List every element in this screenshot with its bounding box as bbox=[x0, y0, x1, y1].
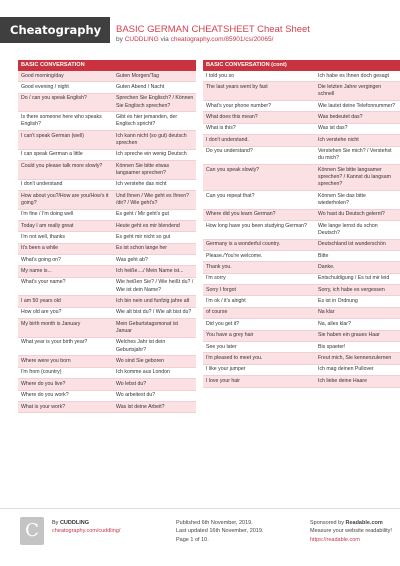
sheet-url-link[interactable]: cheatography.com/85901/cs/20065/ bbox=[170, 36, 274, 43]
german-phrase: Entschuldigung / Es tut mir leid bbox=[318, 275, 390, 282]
english-phrase: Can you speak slowly? bbox=[206, 166, 260, 173]
english-phrase: Please./You're welcome. bbox=[206, 252, 263, 259]
phrase-row bbox=[203, 308, 400, 319]
phrase-row bbox=[203, 124, 400, 135]
german-phrase: Und Ihnen / Wie geht es Ihnen? /dir? / Wie geht's? bbox=[116, 192, 189, 206]
german-phrase: Bitte bbox=[318, 252, 329, 259]
phrase-row bbox=[18, 379, 196, 390]
german-phrase: Wo lebst du? bbox=[116, 380, 147, 387]
english-phrase: I don't understand. bbox=[206, 136, 249, 143]
english-phrase: Good morning/day bbox=[21, 72, 64, 79]
english-phrase: Can you repeat that? bbox=[206, 192, 255, 199]
phrase-row bbox=[203, 191, 400, 210]
german-phrase: Die letzten Jahre vergingen schnell bbox=[318, 83, 382, 98]
german-phrase: Welches Jahr ist dein Geburtsjahr? bbox=[116, 339, 166, 353]
phrase-row bbox=[203, 101, 400, 112]
english-phrase: It's been a while bbox=[21, 245, 59, 252]
phrase-row bbox=[18, 131, 196, 150]
phrase-row bbox=[203, 147, 400, 166]
english-phrase: What does this mean? bbox=[206, 113, 258, 120]
english-phrase: What's your phone number? bbox=[206, 102, 272, 109]
english-phrase: Did you get it? bbox=[206, 320, 240, 327]
phrase-row bbox=[18, 296, 196, 307]
german-phrase: Danke. bbox=[318, 263, 335, 270]
phrase-row bbox=[18, 232, 196, 243]
sponsor-link[interactable]: https://readable.com bbox=[310, 536, 360, 543]
english-phrase: I can't speak German (well) bbox=[21, 132, 84, 139]
german-phrase: Wie lautet deine Telefonnummer? bbox=[318, 102, 396, 109]
phrase-row bbox=[18, 278, 196, 297]
phrase-row bbox=[18, 356, 196, 367]
phrase-row bbox=[18, 319, 196, 338]
english-phrase: How about you?/How are you/How's it going? bbox=[21, 192, 109, 206]
phrase-row bbox=[18, 94, 196, 113]
page-footer bbox=[0, 508, 400, 548]
english-phrase: Do you understand? bbox=[206, 148, 253, 155]
footer-author-name[interactable]: CUDDLING bbox=[59, 520, 89, 526]
page-title: BASIC GERMAN CHEATSHEET Cheat Sheet bbox=[116, 24, 310, 35]
phrase-row bbox=[18, 191, 196, 210]
german-phrase: Heute geht es mir blendend bbox=[116, 222, 180, 229]
english-phrase: Sorry I forgot bbox=[206, 286, 236, 293]
english-phrase: I'm ok / it's alright bbox=[206, 298, 246, 305]
phrase-row bbox=[18, 210, 196, 221]
phrase-row bbox=[18, 402, 196, 413]
german-phrase: Können Sie bitte langsamer sprechen? / Kannst du langsam sprechen? bbox=[318, 166, 391, 188]
phrase-row bbox=[18, 255, 196, 266]
footer-publish-info bbox=[176, 519, 263, 544]
phrase-row bbox=[18, 112, 196, 131]
german-phrase: Es ist schon lange her bbox=[116, 245, 168, 252]
english-phrase: I like your jumper bbox=[206, 366, 246, 373]
english-phrase: Where do you live? bbox=[21, 380, 66, 387]
german-phrase: Gibt es hier jemanden, der Englisch spricht? bbox=[116, 113, 178, 128]
english-phrase: I can speak German a little bbox=[21, 151, 83, 158]
phrase-row bbox=[18, 82, 196, 93]
published-date: Published 6th November, 2019. bbox=[176, 520, 253, 526]
english-phrase: My name is... bbox=[21, 268, 52, 275]
german-phrase: Freut mich, Sie kennenzulernen bbox=[318, 355, 392, 362]
german-phrase: Verstehen Sie mich? / Verstehst du mich? bbox=[318, 148, 392, 162]
phrase-row bbox=[18, 338, 196, 357]
sponsor-tagline: Measure your website readability! bbox=[310, 528, 392, 535]
updated-date: Last updated 16th November, 2019. bbox=[176, 528, 264, 535]
footer-by-prefix: By bbox=[52, 520, 59, 526]
english-phrase: I don't understand bbox=[21, 181, 63, 188]
english-phrase: How long have you been studying German? bbox=[206, 222, 307, 229]
german-phrase: Na, alles klar? bbox=[318, 320, 351, 327]
phrase-row bbox=[18, 71, 196, 82]
english-phrase: I'm sorry bbox=[206, 275, 226, 282]
english-phrase: I'm pleased to meet you. bbox=[206, 355, 263, 362]
german-phrase: Ich mag deinen Pullover bbox=[318, 366, 374, 373]
english-phrase: Where do you work? bbox=[21, 392, 69, 399]
phrase-row bbox=[203, 221, 400, 240]
german-phrase: Wie lange lernst du schon Deutsch? bbox=[318, 222, 378, 236]
phrase-row bbox=[18, 266, 196, 277]
phrase-table bbox=[18, 71, 196, 413]
german-phrase: Wo sind Sie geboren bbox=[116, 358, 165, 365]
german-phrase: Sie haben ein graues Haar bbox=[318, 332, 380, 339]
english-phrase: Do / can you speak English? bbox=[21, 95, 87, 102]
english-phrase: What's your name? bbox=[21, 279, 66, 286]
phrase-row bbox=[203, 353, 400, 364]
english-phrase: Could you please talk more slowly? bbox=[21, 162, 103, 169]
phrase-row bbox=[18, 308, 196, 319]
phrase-row bbox=[18, 244, 196, 255]
footer-sponsor bbox=[310, 519, 392, 544]
english-phrase: Where did you learn German? bbox=[206, 211, 276, 218]
german-phrase: Guten Morgen/Tag bbox=[116, 72, 159, 79]
german-phrase: Wie heißen Sie? / Wie heißt du? / Wie ist dein Name? bbox=[116, 279, 194, 293]
german-phrase: Sprechen Sie Englisch? / Können Sie Englisch sprechen? bbox=[116, 95, 194, 109]
english-phrase: How old are you? bbox=[21, 309, 62, 316]
phrase-row bbox=[18, 150, 196, 161]
english-phrase: Thank you. bbox=[206, 263, 232, 270]
german-phrase: Was geht ab? bbox=[116, 256, 148, 263]
phrase-row bbox=[203, 342, 400, 353]
phrase-row bbox=[203, 251, 400, 262]
english-phrase: I love your hair bbox=[206, 377, 241, 384]
german-phrase: Wie alt bist du? / Wie alt bist du? bbox=[116, 309, 192, 316]
phrase-row bbox=[203, 71, 400, 82]
phrase-row bbox=[18, 221, 196, 232]
page-header bbox=[0, 0, 400, 52]
phrase-row bbox=[203, 365, 400, 376]
german-phrase: Es geht / Mir geht's gut bbox=[116, 211, 169, 218]
german-phrase: Können Sie bitte etwas langsamer sprechen? bbox=[116, 162, 170, 176]
section-heading: BASIC CONVERSATION bbox=[18, 60, 196, 71]
english-phrase: Is there someone here who speaks English? bbox=[21, 113, 102, 128]
author-link[interactable]: CUDDLING bbox=[124, 36, 159, 43]
german-phrase: Es geht mir nicht so gut bbox=[116, 233, 171, 240]
sponsored-prefix: Sponsored by bbox=[310, 520, 344, 526]
german-phrase: Was ist deine Arbeit? bbox=[116, 403, 165, 410]
phrase-row bbox=[18, 391, 196, 402]
phrase-row bbox=[18, 180, 196, 191]
german-phrase: Wo arbeitest du? bbox=[116, 392, 156, 399]
german-phrase: Ich verstehe nicht bbox=[318, 136, 359, 143]
english-phrase: What's going on? bbox=[21, 256, 61, 263]
english-phrase: See you later bbox=[206, 343, 237, 350]
phrase-row bbox=[203, 82, 400, 101]
author-avatar[interactable]: C bbox=[20, 517, 44, 545]
english-phrase: Good evening / night bbox=[21, 83, 69, 90]
german-phrase: Na klar bbox=[318, 309, 335, 316]
german-phrase: Wo hast du Deutsch gelernt? bbox=[318, 211, 385, 218]
german-phrase: Ich spreche ein wenig Deutsch bbox=[116, 151, 187, 158]
english-phrase: of course bbox=[206, 309, 228, 316]
english-phrase: I am 50 years old bbox=[21, 298, 61, 305]
english-phrase: Germany is a wonderful country. bbox=[206, 241, 281, 248]
via-label: via bbox=[160, 36, 169, 43]
english-phrase: What is your work? bbox=[21, 403, 66, 410]
phrase-row bbox=[203, 135, 400, 146]
phrase-row bbox=[18, 161, 196, 180]
german-phrase: Was ist das? bbox=[318, 125, 348, 132]
english-phrase: I'm from (country) bbox=[21, 369, 62, 376]
section-heading-cont: BASIC CONVERSATION (cont) bbox=[203, 60, 400, 71]
german-phrase: Ich kann nicht (so gut) deutsch sprechen bbox=[116, 132, 187, 146]
english-phrase: I told you so bbox=[206, 72, 234, 79]
german-phrase: Ich verstehe das nicht bbox=[116, 181, 167, 188]
phrase-row bbox=[203, 285, 400, 296]
german-phrase: Ich liebe deine Haare bbox=[318, 377, 368, 384]
english-phrase: Where were you born bbox=[21, 358, 71, 365]
german-phrase: Ich komme aus London bbox=[116, 369, 170, 376]
page-subtitle bbox=[116, 36, 273, 43]
phrase-row bbox=[203, 331, 400, 342]
german-phrase: Sorry, ich habe es vergessen bbox=[318, 286, 385, 293]
german-phrase: Ich heiße..../ Mein Name ist... bbox=[116, 268, 184, 275]
phrase-row bbox=[203, 112, 400, 123]
german-phrase: Ich habe es Ihnen doch gesagt bbox=[318, 72, 389, 79]
by-prefix: by bbox=[116, 36, 123, 43]
phrase-row bbox=[203, 274, 400, 285]
phrase-row bbox=[203, 240, 400, 251]
left-column bbox=[18, 60, 196, 413]
phrase-row bbox=[203, 262, 400, 273]
cheatography-logo[interactable]: Cheatography bbox=[0, 17, 110, 43]
phrase-row bbox=[203, 319, 400, 330]
english-phrase: I'm not well, thanks bbox=[21, 233, 65, 240]
german-phrase: Mein Geburtstagsmonat ist Januar bbox=[116, 320, 178, 335]
phrase-table-cont bbox=[203, 71, 400, 388]
english-phrase: Today I am really great bbox=[21, 222, 74, 229]
german-phrase: Was bedeutet das? bbox=[318, 113, 363, 120]
german-phrase: Bis spaeter! bbox=[318, 343, 346, 350]
english-phrase: What is this? bbox=[206, 125, 236, 132]
footer-author bbox=[52, 519, 120, 536]
german-phrase: Können Sie das bitte wiederholen? bbox=[318, 192, 366, 206]
english-phrase: The last years went by fast bbox=[206, 83, 268, 90]
english-phrase: What year is your birth year? bbox=[21, 339, 88, 346]
english-phrase: My birth month is January bbox=[21, 320, 81, 327]
german-phrase: Guten Abend / Nacht bbox=[116, 83, 165, 90]
phrase-row bbox=[203, 210, 400, 221]
german-phrase: Ich bin nein und funfzig jahre alt bbox=[116, 298, 190, 305]
phrase-row bbox=[18, 368, 196, 379]
phrase-row bbox=[203, 165, 400, 191]
english-phrase: I'm fine / I'm doing well bbox=[21, 211, 74, 218]
phrase-row bbox=[203, 296, 400, 307]
german-phrase: Deutschland ist wunderschön bbox=[318, 241, 386, 248]
english-phrase: You have a grey hair bbox=[206, 332, 254, 339]
footer-author-link[interactable]: cheatography.com/cuddling/ bbox=[52, 528, 121, 535]
german-phrase: Es ist in Ordnung bbox=[318, 298, 358, 305]
page-number: Page 1 of 10. bbox=[176, 536, 209, 543]
phrase-row bbox=[203, 376, 400, 387]
sponsor-name[interactable]: Readable.com bbox=[345, 520, 383, 526]
right-column bbox=[203, 60, 400, 388]
